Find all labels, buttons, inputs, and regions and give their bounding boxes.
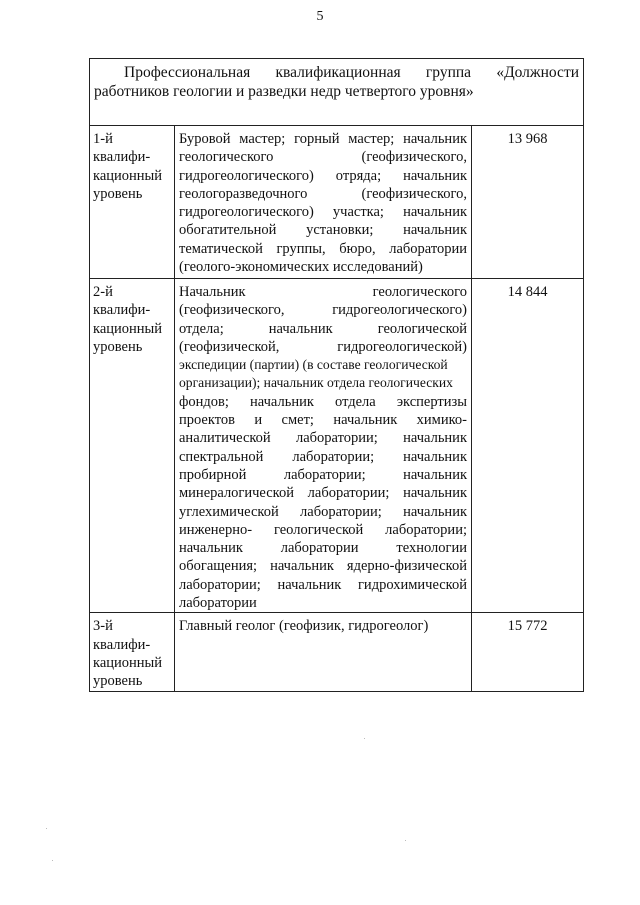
table-row bbox=[90, 126, 584, 279]
position-line: (геофизической, гидрогеологической) bbox=[179, 338, 467, 355]
table-row bbox=[90, 613, 584, 691]
positions-cell bbox=[175, 126, 472, 279]
position-line: начальник лаборатории технологии bbox=[179, 540, 467, 557]
page-number: 5 bbox=[316, 9, 324, 24]
salary-value: 14 844 bbox=[472, 279, 584, 613]
table-heading-row bbox=[90, 59, 584, 126]
position-line: тематической группы, бюро, лаборатории bbox=[179, 240, 467, 257]
qualification-level-text: 3-й bbox=[93, 618, 113, 635]
position-line: экспедиции (партии) (в составе геологической bbox=[179, 357, 448, 373]
positions-cell bbox=[175, 279, 472, 613]
position-line: отдела; начальник геологической bbox=[179, 320, 467, 337]
position-line: геологического (геофизического, bbox=[179, 149, 467, 166]
qualification-level-text: кационный bbox=[93, 654, 163, 671]
qualification-level-text: кационный bbox=[93, 320, 163, 337]
qualification-level-cell bbox=[90, 613, 175, 691]
position-line: обогащения; начальник ядерно-физической bbox=[179, 558, 467, 575]
qualification-level-cell bbox=[90, 126, 175, 279]
qualification-level-text: 1-й bbox=[93, 131, 113, 147]
position-line: аналитической лаборатории; начальник bbox=[179, 430, 467, 447]
position-line: Начальник геологического bbox=[179, 284, 467, 300]
position-line: Главный геолог (геофизик, гидрогеолог) bbox=[179, 618, 429, 635]
position-line: лаборатории bbox=[179, 595, 257, 612]
position-line: (геофизического, гидрогеологического) bbox=[179, 302, 467, 319]
salary-value: 15 772 bbox=[472, 613, 584, 691]
position-line: организации); начальник отдела геологических bbox=[179, 375, 453, 391]
position-line: лаборатории; начальник гидрохимической bbox=[179, 576, 467, 593]
position-line: гидрогеологического) участка; начальник bbox=[179, 204, 467, 221]
position-line: геологоразведочного (геофизического, bbox=[179, 185, 467, 202]
qualification-level-cell bbox=[90, 279, 175, 613]
position-line: Буровой мастер; горный мастер; начальник bbox=[179, 131, 467, 147]
table-row bbox=[90, 279, 584, 613]
salary-value: 13 968 bbox=[472, 126, 584, 279]
qualification-level-text: уровень bbox=[93, 338, 143, 355]
qualification-level-text: квалифи- bbox=[93, 302, 151, 319]
qualification-level-text: 2-й bbox=[93, 284, 113, 300]
qualification-level-text: уровень bbox=[93, 185, 143, 202]
position-line: (геолого-экономических исследований) bbox=[179, 259, 423, 276]
position-line: обогатительной установки; начальник bbox=[179, 222, 467, 239]
qualification-group-table bbox=[89, 58, 584, 692]
scan-speck bbox=[52, 860, 53, 861]
qualification-level-text: уровень bbox=[93, 673, 143, 690]
position-line: гидрогеологического) отряда; начальник bbox=[179, 167, 467, 184]
qualification-level-text: кационный bbox=[93, 167, 163, 184]
positions-cell bbox=[175, 613, 472, 691]
scan-speck bbox=[46, 828, 47, 829]
scan-speck bbox=[405, 840, 406, 841]
position-line: инженерно- геологической лаборатории; bbox=[179, 521, 467, 538]
qualification-group-heading: Профессиональная квалификационная группа «Должности работников геологии и разведки недр четвертого уровня» bbox=[90, 59, 584, 126]
qualification-level-text: квалифи- bbox=[93, 636, 151, 653]
qualification-level-text: квалифи- bbox=[93, 149, 151, 166]
position-line: пробирной лаборатории; начальник bbox=[179, 466, 467, 483]
position-line: проектов и смет; начальник химико- bbox=[179, 412, 467, 429]
scan-speck bbox=[364, 738, 365, 739]
position-line: углехимической лаборатории; начальник bbox=[179, 503, 467, 520]
position-line: фондов; начальник отдела экспертизы bbox=[179, 393, 467, 410]
position-line: минералогической лаборатории; начальник bbox=[179, 485, 467, 502]
position-line: спектральной лаборатории; начальник bbox=[179, 448, 467, 465]
